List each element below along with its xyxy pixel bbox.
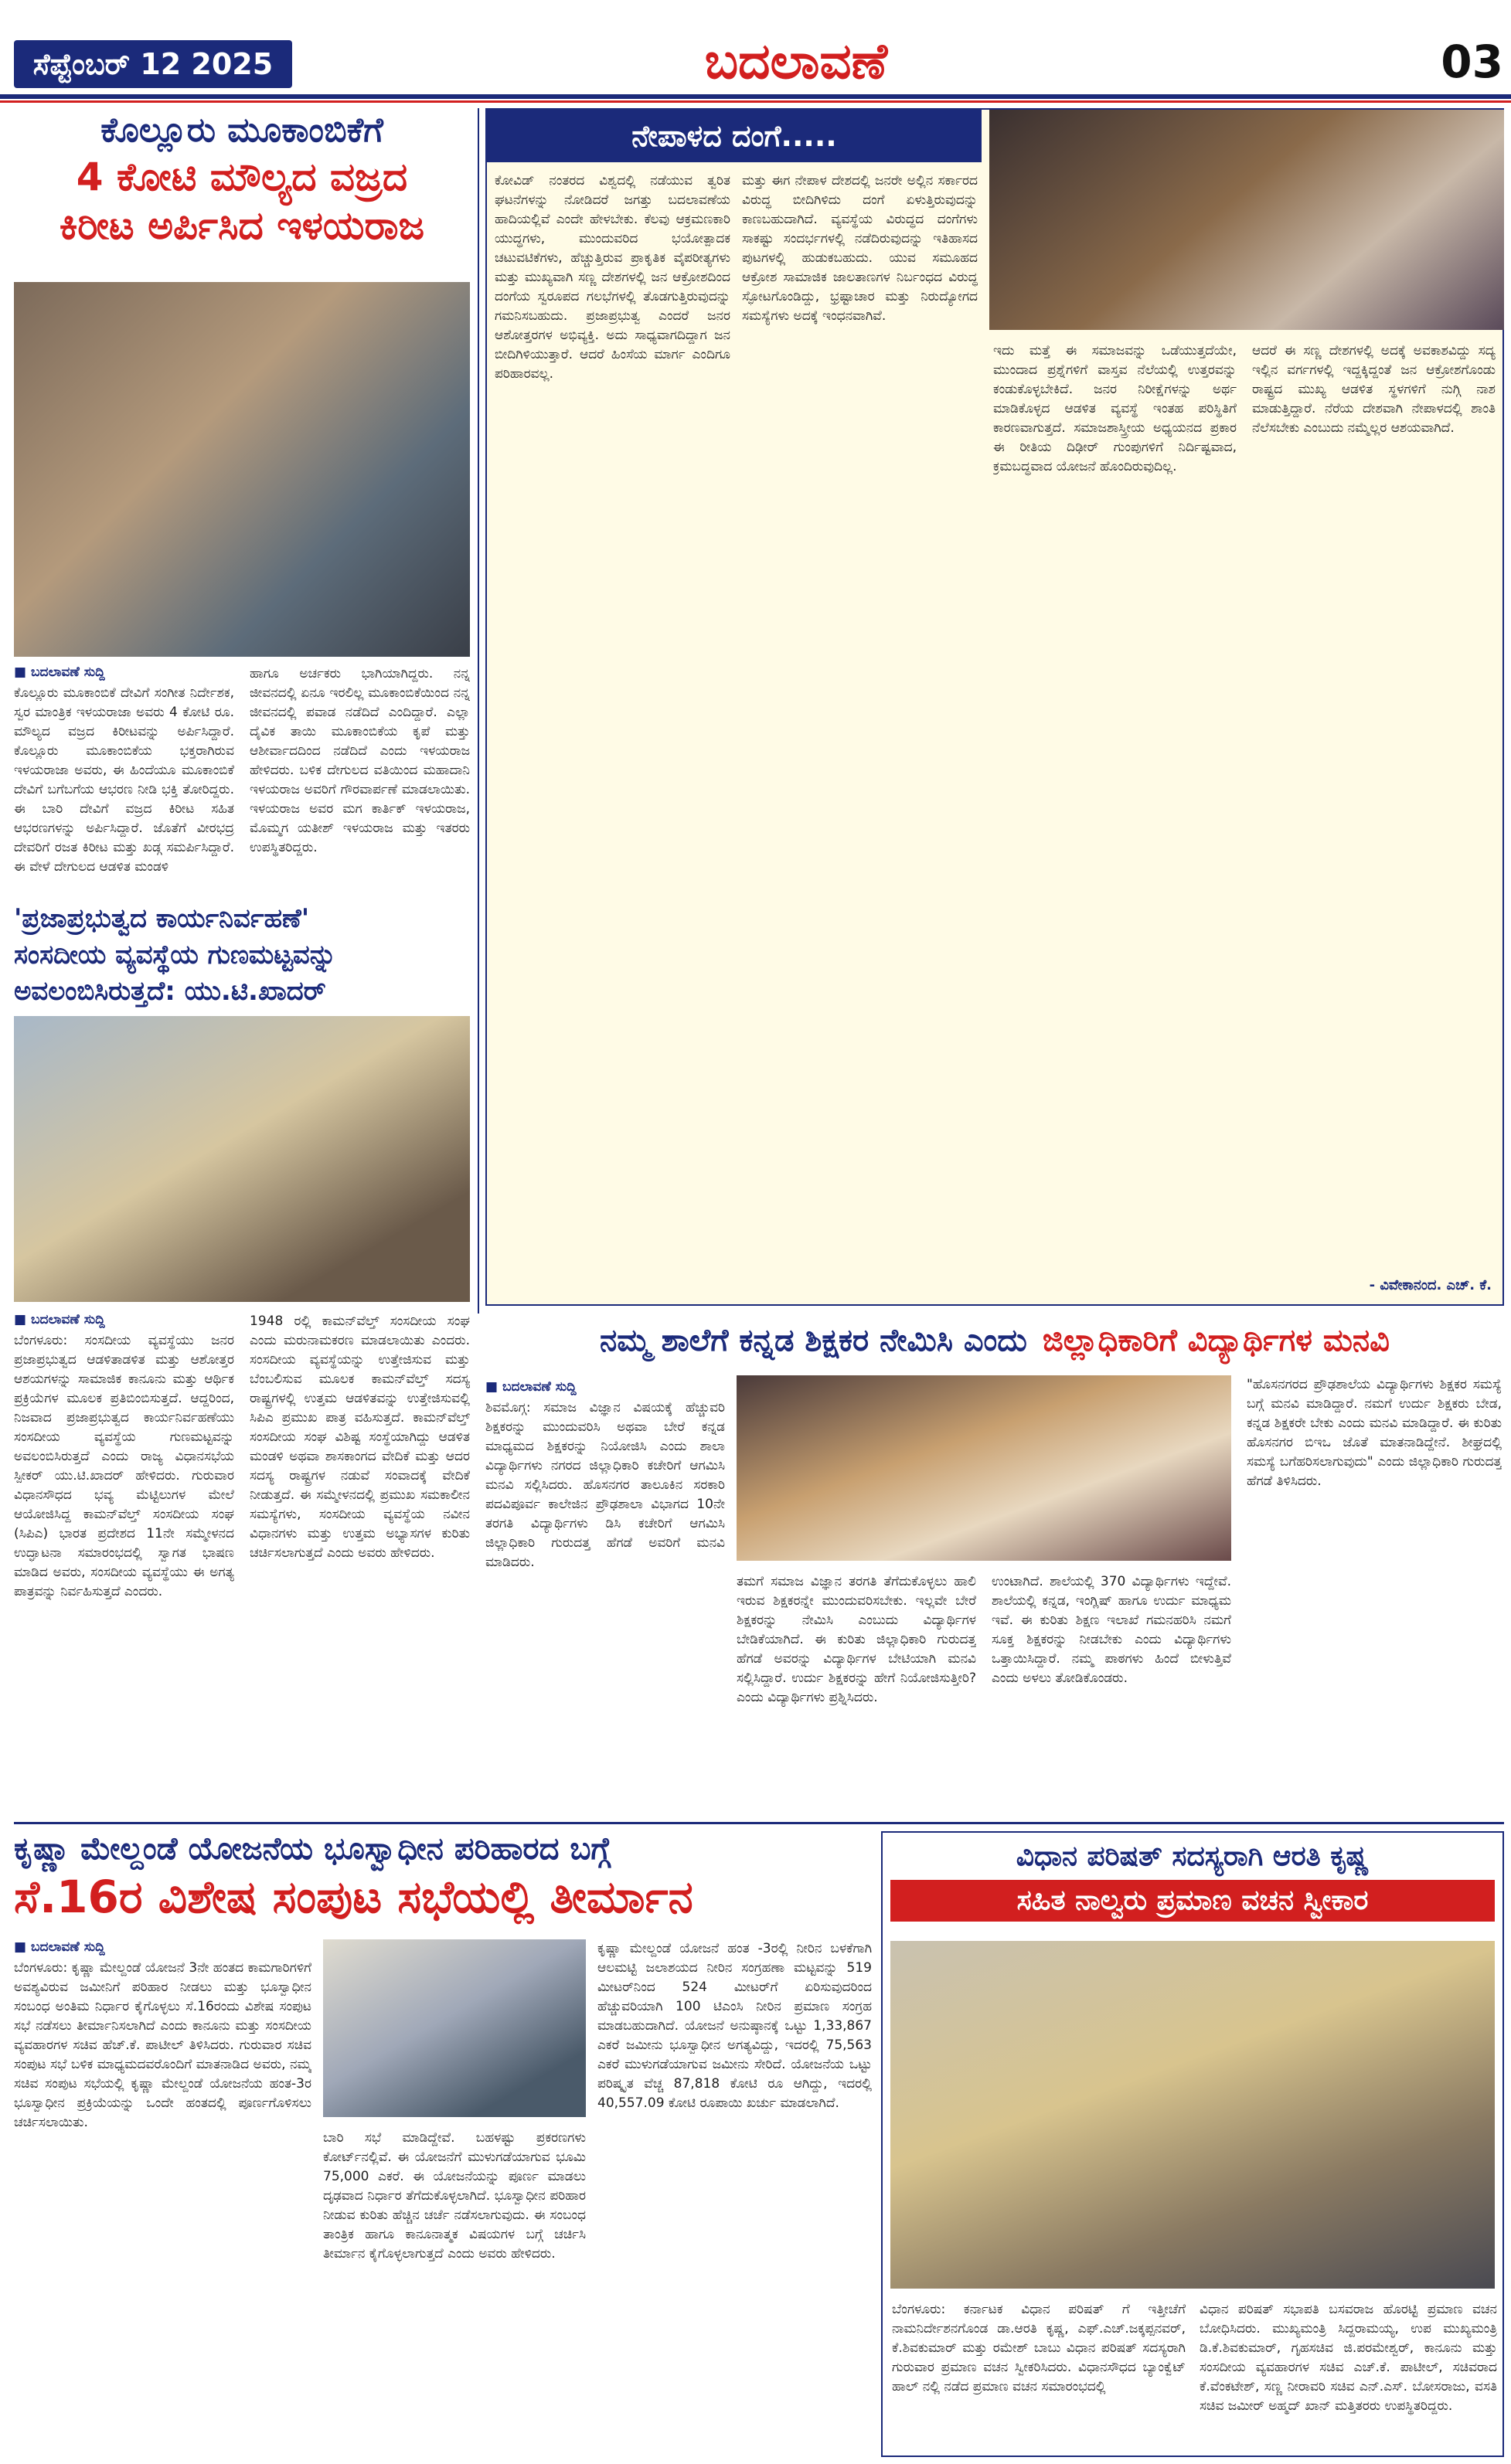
story-krishna-byline: ■ ಬದಲಾವಣೆ ಸುದ್ದಿ (14, 1939, 105, 1955)
masthead-date: ಸೆಪ್ಟೆಂಬರ್ 12 2025 (14, 40, 292, 88)
story-kollur-col1: ಕೊಲ್ಲೂರು ಮೂಕಾಂಬಿಕೆ ದೇವಿಗೆ ಸಂಗೀತ ನಿರ್ದೇಶಕ, ಸ್ವರ ಮಾಂತ್ರಿಕ ಇಳಯರಾಜಾ ಅವರು 4 ಕೋಟಿ ರೂ. ಮೌಲ್ಯದ ವಜ್ರದ ಕಿರೀಟವನ್ನು ಅರ್ಪಿಸಿದ್ದಾರೆ. ಕೊಲ್ಲೂರು ಮೂಕಾಂಬಿಕೆಯ ಭಕ್ತರಾಗಿರುವ ಇಳಯರಾಜಾ ಅವರು, ಈ ಹಿಂದೆಯೂ ಮೂಕಾಂಬಿಕೆ ದೇವಿಗೆ ಬಗೆಬಗೆಯ ಆಭರಣ ನೀಡಿ ಭಕ್ತಿ ತೋರಿದ್ದರು. ಈ ಬಾರಿ ದೇವಿಗೆ ವಜ್ರದ ಕಿರೀಟ ಸಹಿತ ಆಭರಣಗಳನ್ನು ಅರ್ಪಿಸಿದ್ದಾರೆ. ಜೊತೆಗೆ ವೀರಭದ್ರ ದೇವರಿಗೆ ರಜತ ಕಿರೀಟ ಮತ್ತು ಖಡ್ಗ ಸಮರ್ಪಿಸಿದ್ದಾರೆ. ಈ ವೇಳೆ ದೇಗುಲದ ಆಡಳಿತ ಮಂಡಳಿ (14, 685, 234, 875)
story-teachers-headline (485, 1314, 1504, 1368)
story-krishna-col3: ಕೃಷ್ಣಾ ಮೇಲ್ದಂಡೆ ಯೋಜನೆ ಹಂತ -3ರಲ್ಲಿ ನೀರಿನ ಬಳಕೆಗಾಗಿ ಆಲಮಟ್ಟಿ ಜಲಾಶಯದ ನೀರಿನ ಸಂಗ್ರಹಣಾ ಮಟ್ಟವನ್ನು 519 ಮೀಟರ್‌ನಿಂದ 524 ಮೀಟರ್‌ಗೆ ಏರಿಸುವುದರಿಂದ ಹೆಚ್ಚುವರಿಯಾಗಿ 100 ಟಿಎಂಸಿ ನೀರಿನ ಪ್ರಮಾಣ ಸಂಗ್ರಹ ಮಾಡಬಹುದಾಗಿದೆ. ಯೋಜನೆ ಅನುಷ್ಠಾನಕ್ಕೆ ಒಟ್ಟು 1,33,867 ಎಕರೆ ಜಮೀನು ಭೂಸ್ವಾಧೀನ ಅಗತ್ಯವಿದ್ದು, ಇದರಲ್ಲಿ 75,563 ಎಕರೆ ಮುಳುಗಡೆಯಾಗುವ ಜಮೀನು ಸೇರಿದೆ. ಯೋಜನೆಯ ಒಟ್ಟು ಪರಿಷ್ಕೃತ ವೆಚ್ಚ 87,818 ಕೋಟಿ ರೂ ಆಗಿದ್ದು, ಇದರಲ್ಲಿ 40,557.09 ಕೋಟಿ ರೂಪಾಯಿ ಖರ್ಚು ಮಾಡಲಾಗಿದೆ. (597, 1941, 872, 2111)
story-nepal-section-title: ನೇಪಾಳದ ದಂಗೆ..... (487, 110, 982, 162)
masthead-logo: ಬದಲಾವಣೆ (704, 32, 888, 90)
story-kollur-headline-l3: ಕಿರೀಟ ಅರ್ಪಿಸಿದ ಇಳಯರಾಜ (59, 203, 425, 249)
story-teachers-photo (737, 1375, 1231, 1561)
story-kollur-headline-l2: 4 ಕೋಟಿ ಮೌಲ್ಯದ ವಜ್ರದ (76, 154, 408, 199)
story-khader (14, 904, 470, 1816)
story-kollur (14, 108, 470, 892)
story-khader-headline-l1: 'ಪ್ರಜಾಪ್ರಭುತ್ವದ ಕಾರ್ಯನಿರ್ವಹಣೆ' (14, 903, 310, 934)
masthead-rule-red (0, 100, 1511, 103)
story-kollur-headline-l1: ಕೊಲ್ಲೂರು ಮೂಕಾಂಬಿಕೆಗೆ (100, 110, 383, 150)
story-kollur-byline: ■ ಬದಲಾವಣೆ ಸುದ್ದಿ (14, 664, 105, 680)
story-council-headline-l2: ಸಹಿತ ನಾಲ್ವರು ಪ್ರಮಾಣ ವಚನ ಸ್ವೀಕಾರ (890, 1880, 1495, 1921)
story-teachers-col3: ಉಂಟಾಗಿದೆ. ಶಾಲೆಯಲ್ಲಿ 370 ವಿದ್ಯಾರ್ಥಿಗಳು ಇದ್ದೇವೆ. ಶಾಲೆಯಲ್ಲಿ ಕನ್ನಡ, ಇಂಗ್ಲಿಷ್ ಹಾಗೂ ಉರ್ದು ಮಾಧ್ಯಮ ಇವೆ. ಈ ಕುರಿತು ಶಿಕ್ಷಣ ಇಲಾಖೆ ಗಮನಹರಿಸಿ ನಮಗೆ ಸೂಕ್ತ ಶಿಕ್ಷಕರನ್ನು ನೀಡಬೇಕು ಎಂದು ವಿದ್ಯಾರ್ಥಿಗಳು ಒತ್ತಾಯಿಸಿದ್ದಾರೆ. ನಮ್ಮ ಪಾಠಗಳು ಹಿಂದೆ ಬೀಳುತ್ತಿವೆ ಎಂದು ಅಳಲು ತೋಡಿಕೊಂಡರು. (992, 1574, 1231, 1686)
story-nepal-author: - ವಿವೇಕಾನಂದ. ಎಚ್. ಕೆ. (1369, 1277, 1492, 1293)
story-council-photo (890, 1941, 1495, 2289)
page-number: 03 (1441, 36, 1503, 88)
masthead-rule (0, 94, 1511, 99)
story-council-col2: ವಿಧಾನ ಪರಿಷತ್ ಸಭಾಪತಿ ಬಸವರಾಜ ಹೊರಟ್ಟಿ ಪ್ರಮಾಣ ವಚನ ಬೋಧಿಸಿದರು. ಮುಖ್ಯಮಂತ್ರಿ ಸಿದ್ದರಾಮಯ್ಯ, ಉಪ ಮುಖ್ಯಮಂತ್ರಿ ಡಿ.ಕೆ.ಶಿವಕುಮಾರ್, ಗೃಹಸಚಿವ ಜಿ.ಪರಮೇಶ್ವರ್, ಕಾನೂನು ಮತ್ತು ಸಂಸದೀಯ ವ್ಯವಹಾರಗಳ ಸಚಿವ ಎಚ್.ಕೆ. ಪಾಟೀಲ್, ಸಚಿವರಾದ ಕೆ.ವೆಂಕಟೇಶ್, ಸಣ್ಣ ನೀರಾವರಿ ಸಚಿವ ಎನ್.ಎಸ್. ಬೋಸರಾಜು, ವಸತಿ ಸಚಿವ ಜಮೀರ್ ಅಹ್ಮದ್ ಖಾನ್ ಮತ್ತಿತರರು ಉಪಸ್ಥಿತರಿದ್ದರು. (1200, 2302, 1497, 2414)
story-khader-col1: ಬೆಂಗಳೂರು: ಸಂಸದೀಯ ವ್ಯವಸ್ಥೆಯು ಜನರ ಪ್ರಜಾಪ್ರಭುತ್ವದ ಆಡಳಿತಾಡಳಿತ ಮತ್ತು ಆಶೋತ್ತರ ಆಶಯಗಳನ್ನು ಸಾಮಾಜಿಕ ಕಾನೂನು ಮತ್ತು ಆರ್ಥಿಕ ಪ್ರಕ್ರಿಯೆಗಳ ಮೂಲಕ ಪ್ರತಿಬಿಂಬಿಸುತ್ತದೆ. ಆದ್ದರಿಂದ, ನಿಜವಾದ ಪ್ರಜಾಪ್ರಭುತ್ವದ ಕಾರ್ಯನಿರ್ವಹಣೆಯು ಸಂಸದೀಯ ವ್ಯವಸ್ಥೆಯ ಗುಣಮಟ್ಟವನ್ನು ಅವಲಂಬಿಸಿರುತ್ತದೆ ಎಂದು ರಾಜ್ಯ ವಿಧಾನಸಭೆಯ ಸ್ಪೀಕರ್ ಯು.ಟಿ.ಖಾದರ್ ಹೇಳಿದರು. ಗುರುವಾರ ವಿಧಾನಸೌಧದ ಭವ್ಯ ಮೆಟ್ಟಿಲುಗಳ ಮೇಲೆ ಆಯೋಜಿಸಿದ್ದ ಕಾಮನ್‌ವೆಲ್ತ್ ಸಂಸದೀಯ ಸಂಘ (ಸಿಪಿಎ) ಭಾರತ ಪ್ರದೇಶದ 11ನೇ ಸಮ್ಮೇಳನದ ಉದ್ಘಾಟನಾ ಸಮಾರಂಭದಲ್ಲಿ ಸ್ವಾಗತ ಭಾಷಣ ಮಾಡಿದ ಅವರು, ಸಂಸದೀಯ ವ್ಯವಸ್ಥೆಯು ಈ ಅಗತ್ಯ ಪಾತ್ರವನ್ನು ನಿರ್ವಹಿಸುತ್ತದೆ ಎಂದರು. (14, 1333, 234, 1599)
story-council-headline-l1: ವಿಧಾನ ಪರಿಷತ್ ಸದಸ್ಯರಾಗಿ ಆರತಿ ಕೃಷ್ಣ (1016, 1840, 1370, 1872)
story-kollur-col2: ಹಾಗೂ ಅರ್ಚಕರು ಭಾಗಿಯಾಗಿದ್ದರು. ನನ್ನ ಜೀವನದಲ್ಲಿ ಏನೂ ಇರಲಿಲ್ಲ ಮೂಕಾಂಬಿಕೆಯಿಂದ ನನ್ನ ಜೀವನದಲ್ಲಿ ಪವಾಡ ನಡೆದಿದೆ ಎಂದಿದ್ದಾರೆ. ಎಲ್ಲಾ ದೈವಿಕ ತಾಯಿ ಮೂಕಾಂಬಿಕೆಯ ಕೃಪೆ ಮತ್ತು ಆಶೀರ್ವಾದದಿಂದ ನಡೆದಿದೆ ಎಂದು ಇಳಯರಾಜ ಹೇಳಿದರು. ಬಳಿಕ ದೇಗುಲದ ವತಿಯಿಂದ ಮಹಾದಾನಿ ಇಳಯರಾಜ ಅವರಿಗೆ ಗೌರವಾರ್ಪಣೆ ಮಾಡಲಾಯಿತು. ಇಳಯರಾಜ ಅವರ ಮಗ ಕಾರ್ತಿಕ್ ಇಳಯರಾಜ, ಮೊಮ್ಮಗ ಯತೀಶ್ ಇಳಯರಾಜ ಮತ್ತು ಇತರರು ಉಪಸ್ಥಿತರಿದ್ದರು. (250, 666, 470, 855)
story-krishna-photo (323, 1939, 586, 2117)
story-nepal-photo (989, 110, 1504, 330)
story-khader-headline-l2: ಸಂಸದೀಯ ವ್ಯವಸ್ಥೆಯ ಗುಣಮಟ್ಟವನ್ನು (14, 940, 337, 971)
column-divider (478, 108, 479, 1314)
story-khader-headline-l3: ಅವಲಂಬಿಸಿರುತ್ತದೆ: ಯು.ಟಿ.ಖಾದರ್ (14, 976, 326, 1008)
section-divider (14, 1822, 1504, 1824)
story-khader-photo (14, 1016, 470, 1302)
story-teachers-col2: ತಮಗೆ ಸಮಾಜ ವಿಜ್ಞಾನ ತರಗತಿ ತೆಗೆದುಕೊಳ್ಳಲು ಹಾಲಿ ಇರುವ ಶಿಕ್ಷಕರನ್ನೇ ಮುಂದುವರಿಸಬೇಕು. ಇಲ್ಲವೇ ಬೇರೆ ಶಿಕ್ಷಕರನ್ನು ನೇಮಿಸಿ ಎಂಬುದು ವಿದ್ಯಾರ್ಥಿಗಳ ಬೇಡಿಕೆಯಾಗಿದೆ. ಈ ಕುರಿತು ಜಿಲ್ಲಾಧಿಕಾರಿ ಗುರುದತ್ತ ಹೆಗಡೆ ಅವರನ್ನು ವಿದ್ಯಾರ್ಥಿಗಳ ಬೇಟಿಯಾಗಿ ಮನವಿ ಸಲ್ಲಿಸಿದ್ದಾರೆ. ಉರ್ದು ಶಿಕ್ಷಕರನ್ನು ಹೇಗೆ ನಿಯೋಜಿಸುತ್ತೀರಿ? ಎಂದು ವಿದ್ಯಾರ್ಥಿಗಳು ಪ್ರಶ್ನಿಸಿದರು. (737, 1574, 976, 1705)
story-khader-byline: ■ ಬದಲಾವಣೆ ಸುದ್ದಿ (14, 1312, 105, 1327)
story-nepal-col3: ಇದು ಮತ್ತೆ ಈ ಸಮಾಜವನ್ನು ಒಡೆಯುತ್ತದೆಯೇ, ಮುಂದಾದ ಪ್ರಶ್ನೆಗಳಿಗೆ ವಾಸ್ತವ ನೆಲೆಯಲ್ಲಿ ಉತ್ತರವನ್ನು ಕಂಡುಕೊಳ್ಳಬೇಕಿದೆ. ಜನರ ನಿರೀಕ್ಷೆಗಳನ್ನು ಅರ್ಥ ಮಾಡಿಕೊಳ್ಳದ ಆಡಳಿತ ವ್ಯವಸ್ಥೆ ಇಂತಹ ಪರಿಸ್ಥಿತಿಗೆ ಕಾರಣವಾಗುತ್ತದೆ. ಸಮಾಜಶಾಸ್ತ್ರೀಯ ಅಧ್ಯಯನದ ಪ್ರಕಾರ ಈ ರೀತಿಯ ದಿಢೀರ್ ಗುಂಪುಗಳಿಗೆ ನಿರ್ದಿಷ್ಟವಾದ, ಕ್ರಮಬದ್ಧವಾದ ಯೋಜನೆ ಹೊಂದಿರುವುದಿಲ್ಲ. (993, 343, 1237, 474)
story-kollur-photo (14, 282, 470, 657)
story-khader-col2: 1948 ರಲ್ಲಿ ಕಾಮನ್‌ವೆಲ್ತ್ ಸಂಸದೀಯ ಸಂಘ ಎಂದು ಮರುನಾಮಕರಣ ಮಾಡಲಾಯಿತು ಎಂದರು. ಸಂಸದೀಯ ವ್ಯವಸ್ಥೆಯನ್ನು ಉತ್ತೇಜಿಸುವ ಮತ್ತು ಬೆಂಬಲಿಸುವ ಮೂಲಕ ಕಾಮನ್‌ವೆಲ್ತ್ ಸದಸ್ಯ ರಾಷ್ಟ್ರಗಳಲ್ಲಿ ಉತ್ತಮ ಆಡಳಿತವನ್ನು ಉತ್ತೇಜಿಸುವಲ್ಲಿ ಸಿಪಿಎ ಪ್ರಮುಖ ಪಾತ್ರ ವಹಿಸುತ್ತದೆ. ಕಾಮನ್‌ವೆಲ್ತ್ ಸಂಸದೀಯ ಸಂಘ ವಿಶಿಷ್ಟ ಸಂಸ್ಥೆಯಾಗಿದ್ದು ಆಡಳಿತ ಮಂಡಳಿ ಅಥವಾ ಶಾಸಕಾಂಗದ ವೇದಿಕೆ ಮತ್ತು ಆದರ ಸದಸ್ಯ ರಾಷ್ಟ್ರಗಳ ನಡುವೆ ಸಂವಾದಕ್ಕೆ ವೇದಿಕೆ ನೀಡುತ್ತದೆ. ಈ ಸಮ್ಮೇಳನದಲ್ಲಿ ಪ್ರಮುಖ ಸಮಕಾಲೀನ ಸಮಸ್ಯೆಗಳು, ಸಂಸದೀಯ ವ್ಯವಸ್ಥೆಯ ನವೀನ ವಿಧಾನಗಳು ಮತ್ತು ಉತ್ತಮ ಅಭ್ಯಾಸಗಳ ಕುರಿತು ಚರ್ಚಿಸಲಾಗುತ್ತದೆ ಎಂದು ಅವರು ಹೇಳಿದರು. (250, 1314, 470, 1561)
story-krishna-col1: ಬೆಂಗಳೂರು: ಕೃಷ್ಣಾ ಮೇಲ್ದಂಡೆ ಯೋಜನೆ 3ನೇ ಹಂತದ ಕಾಮಗಾರಿಗಳಿಗೆ ಅವಶ್ಯವಿರುವ ಜಮೀನಿಗೆ ಪರಿಹಾರ ನೀಡಲು ಮತ್ತು ಭೂಸ್ವಾಧೀನ ಸಂಬಂಧ ಅಂತಿಮ ನಿರ್ಧಾರ ಕೈಗೊಳ್ಳಲು ಸೆ.16ರಂದು ವಿಶೇಷ ಸಂಪುಟ ಸಭೆ ನಡೆಸಲು ತೀರ್ಮಾನಿಸಲಾಗಿದೆ ಎಂದು ಕಾನೂನು ಮತ್ತು ಸಂಸದೀಯ ವ್ಯವಹಾರಗಳ ಸಚಿವ ಹೆಚ್.ಕೆ. ಪಾಟೀಲ್ ತಿಳಿಸಿದರು. ಗುರುವಾರ ಸಚಿವ ಸಂಪುಟ ಸಭೆ ಬಳಿಕ ಮಾಧ್ಯಮದವರೊಂದಿಗೆ ಮಾತನಾಡಿದ ಅವರು, ನಮ್ಮ ಸಚಿವ ಸಂಪುಟ ಸಭೆಯಲ್ಲಿ ಕೃಷ್ಣಾ ಮೇಲ್ದಂಡೆ ಯೋಜನೆಯ ಹಂತ-3ರ ಭೂಸ್ವಾಧೀನ ಪ್ರಕ್ರಿಯೆಯನ್ನು ಒಂದೇ ಹಂತದಲ್ಲಿ ಪೂರ್ಣಗೊಳಿಸಲು ಚರ್ಚಿಸಲಾಯಿತು. (14, 1960, 311, 2130)
story-teachers (485, 1314, 1504, 1808)
story-krishna (14, 1831, 872, 2457)
story-teachers-byline: ■ ಬದಲಾವಣೆ ಸುದ್ದಿ (485, 1379, 577, 1395)
story-teachers-col4: "ಹೊಸನಗರದ ಪ್ರೌಢಶಾಲೆಯ ವಿದ್ಯಾರ್ಥಿಗಳು ಶಿಕ್ಷಕರ ಸಮಸ್ಯೆ ಬಗ್ಗೆ ಮನವಿ ಮಾಡಿದ್ದಾರೆ. ನಮಗೆ ಉರ್ದು ಶಿಕ್ಷಕರು ಬೇಡ, ಕನ್ನಡ ಶಿಕ್ಷಕರೇ ಬೇಕು ಎಂದು ಮನವಿ ಮಾಡಿದ್ದಾರೆ. ಈ ಕುರಿತು ಹೊಸನಗರ ಬಿಇಒ ಜೊತೆ ಮಾತನಾಡಿದ್ದೇನೆ. ಶೀಘ್ರದಲ್ಲಿ ಸಮಸ್ಯೆ ಬಗೆಹರಿಸಲಾಗುವುದು" ಎಂದು ಜಿಲ್ಲಾಧಿಕಾರಿ ಗುರುದತ್ತ ಹೆಗಡೆ ತಿಳಿಸಿದರು. (1247, 1377, 1502, 1489)
story-teachers-col1: ಶಿವಮೊಗ್ಗ: ಸಮಾಜ ವಿಜ್ಞಾನ ವಿಷಯಕ್ಕೆ ಹೆಚ್ಚುವರಿ ಶಿಕ್ಷಕರನ್ನು ಮುಂದುವರಿಸಿ ಅಥವಾ ಬೇರೆ ಕನ್ನಡ ಮಾಧ್ಯಮದ ಶಿಕ್ಷಕರನ್ನು ನಿಯೋಜಿಸಿ ಎಂದು ಶಾಲಾ ವಿದ್ಯಾರ್ಥಿಗಳು ನಗರದ ಜಿಲ್ಲಾಧಿಕಾರಿ ಕಚೇರಿಗೆ ಆಗಮಿಸಿ ಮನವಿ ಸಲ್ಲಿಸಿದರು. ಹೊಸನಗರ ತಾಲೂಕಿನ ಸರಕಾರಿ ಪದವಿಪೂರ್ವ ಕಾಲೇಜಿನ ಪ್ರೌಢಶಾಲಾ ವಿಭಾಗದ 10ನೇ ತರಗತಿ ವಿದ್ಯಾರ್ಥಿಗಳು ಡಿಸಿ ಕಚೇರಿಗೆ ಆಗಮಿಸಿ ಜಿಲ್ಲಾಧಿಕಾರಿ ಗುರುದತ್ತ ಹೆಗಡೆ ಅವರಿಗೆ ಮನವಿ ಮಾಡಿದರು. (485, 1400, 725, 1570)
story-teachers-headline-a: ನಮ್ಮ ಶಾಲೆಗೆ ಕನ್ನಡ ಶಿಕ್ಷಕರ ನೇಮಿಸಿ ಎಂದು (600, 1323, 1027, 1358)
story-nepal (485, 108, 1504, 1306)
story-nepal-col2: ಮತ್ತು ಈಗ ನೇಪಾಳ ದೇಶದಲ್ಲಿ ಜನರೇ ಅಲ್ಲಿನ ಸರ್ಕಾರದ ವಿರುದ್ಧ ಬೀದಿಗಿಳಿದು ದಂಗೆ ಏಳುತ್ತಿರುವುದನ್ನು ಕಾಣಬಹುದಾಗಿದೆ. ವ್ಯವಸ್ಥೆಯ ವಿರುದ್ಧದ ದಂಗೆಗಳು ಸಾಕಷ್ಟು ಸಂದರ್ಭಗಳಲ್ಲಿ ನಡೆದಿರುವುದನ್ನು ಇತಿಹಾಸದ ಪುಟಗಳಲ್ಲಿ ಹುಡುಕಬಹುದು. ಯುವ ಸಮೂಹದ ಆಕ್ರೋಶ ಸಾಮಾಜಿಕ ಜಾಲತಾಣಗಳ ನಿರ್ಬಂಧದ ವಿರುದ್ಧ ಸ್ಫೋಟಗೊಂಡಿದ್ದು, ಭ್ರಷ್ಟಾಚಾರ ಮತ್ತು ನಿರುದ್ಯೋಗದ ಸಮಸ್ಯೆಗಳು ಅದಕ್ಕೆ ಇಂಧನವಾಗಿವೆ. (742, 173, 978, 324)
story-teachers-headline-b: ಜಿಲ್ಲಾಧಿಕಾರಿಗೆ ವಿದ್ಯಾರ್ಥಿಗಳ ಮನವಿ (1042, 1323, 1390, 1358)
story-krishna-col2: ಬಾರಿ ಸಭೆ ಮಾಡಿದ್ದೇವೆ. ಬಹಳಷ್ಟು ಪ್ರಕರಣಗಳು ಕೋರ್ಟ್‌ನಲ್ಲಿವೆ. ಈ ಯೋಜನೆಗೆ ಮುಳುಗಡೆಯಾಗುವ ಭೂಮಿ 75,000 ಎಕರೆ. ಈ ಯೋಜನೆಯನ್ನು ಪೂರ್ಣ ಮಾಡಲು ದೃಢವಾದ ನಿರ್ಧಾರ ತೆಗೆದುಕೊಳ್ಳಲಾಗಿದೆ. ಭೂಸ್ವಾಧೀನ ಪರಿಹಾರ ನೀಡುವ ಕುರಿತು ಹೆಚ್ಚಿನ ಚರ್ಚೆ ನಡೆಸಲಾಗುವುದು. ಈ ಸಂಬಂಧ ತಾಂತ್ರಿಕ ಹಾಗೂ ಕಾನೂನಾತ್ಮಕ ವಿಷಯಗಳ ಬಗ್ಗೆ ಚರ್ಚಿಸಿ ತೀರ್ಮಾನ ಕೈಗೊಳ್ಳಲಾಗುತ್ತದೆ ಎಂದು ಅವರು ಹೇಳಿದರು. (323, 2130, 586, 2262)
story-krishna-headline-l1: ಕೃಷ್ಣಾ ಮೇಲ್ದಂಡೆ ಯೋಜನೆಯ ಭೂಸ್ವಾಧೀನ ಪರಿಹಾರದ ಬಗ್ಗೆ (14, 1831, 611, 1867)
story-krishna-headline-l2: ಸೆ.16ರ ವಿಶೇಷ ಸಂಪುಟ ಸಭೆಯಲ್ಲಿ ತೀರ್ಮಾನ (14, 1871, 693, 1923)
story-nepal-col1: ಕೋವಿಡ್ ನಂತರದ ವಿಶ್ವದಲ್ಲಿ ನಡೆಯುವ ತ್ವರಿತ ಘಟನೆಗಳನ್ನು ನೋಡಿದರೆ ಜಗತ್ತು ಬದಲಾವಣೆಯ ಹಾದಿಯಲ್ಲಿವೆ ಎಂದೇ ಹೇಳಬೇಕು. ಕೆಲವು ಆಕ್ರಮಣಕಾರಿ ಯುದ್ಧಗಳು, ಮುಂದುವರಿದ ಭಯೋತ್ಪಾದಕ ಚಟುವಟಿಕೆಗಳು, ಹೆಚ್ಚುತ್ತಿರುವ ಪ್ರಾಕೃತಿಕ ವೈಪರೀತ್ಯಗಳು ಮತ್ತು ಮುಖ್ಯವಾಗಿ ಸಣ್ಣ ದೇಶಗಳಲ್ಲಿ ಜನ ಆಕ್ರೋಶದಿಂದ ದಂಗೆಯ ಸ್ವರೂಪದ ಗಲಭೆಗಳಲ್ಲಿ ತೊಡಗುತ್ತಿರುವುದನ್ನು ಗಮನಿಸಬಹುದು. ಪ್ರಜಾಪ್ರಭುತ್ವ ಎಂದರೆ ಜನರ ಆಶೋತ್ತರಗಳ ಅಭಿವ್ಯಕ್ತಿ. ಅದು ಸಾಧ್ಯವಾಗದಿದ್ದಾಗ ಜನ ಬೀದಿಗಿಳಿಯುತ್ತಾರೆ. ಆದರೆ ಹಿಂಸೆಯ ಮಾರ್ಗ ಎಂದಿಗೂ ಪರಿಹಾರವಲ್ಲ. (495, 173, 730, 382)
story-nepal-col4: ಆದರೆ ಈ ಸಣ್ಣ ದೇಶಗಳಲ್ಲಿ ಅದಕ್ಕೆ ಅವಕಾಶವಿದ್ದು ಸದ್ಯ ಇಲ್ಲಿನ ವರ್ಗಗಳಲ್ಲಿ ಇದ್ದಕ್ಕಿದ್ದಂತೆ ಜನ ಆಕ್ರೋಶಗೊಂಡು ರಾಷ್ಟ್ರದ ಮುಖ್ಯ ಆಡಳಿತ ಸ್ಥಳಗಳಿಗೆ ನುಗ್ಗಿ ನಾಶ ಮಾಡುತ್ತಿದ್ದಾರೆ. ನೆರೆಯ ದೇಶವಾಗಿ ನೇಪಾಳದಲ್ಲಿ ಶಾಂತಿ ನೆಲೆಸಬೇಕು ಎಂಬುದು ನಮ್ಮೆಲ್ಲರ ಆಶಯವಾಗಿದೆ. (1252, 343, 1496, 436)
story-council (881, 1831, 1504, 2457)
story-council-col1: ಬೆಂಗಳೂರು: ಕರ್ನಾಟಕ ವಿಧಾನ ಪರಿಷತ್ ಗೆ ಇತ್ತೀಚೆಗೆ ನಾಮನಿರ್ದೇಶನಗೊಂಡ ಡಾ.ಆರತಿ ಕೃಷ್ಣ, ಎಫ್.ಎಚ್.ಜಕ್ಕಪ್ಪನವರ್, ಕೆ.ಶಿವಕುಮಾರ್ ಮತ್ತು ರಮೇಶ್ ಬಾಬು ವಿಧಾನ ಪರಿಷತ್ ಸದಸ್ಯರಾಗಿ ಗುರುವಾರ ಪ್ರಮಾಣ ವಚನ ಸ್ವೀಕರಿಸಿದರು. ವಿಧಾನಸೌಧದ ಬ್ಯಾಂಕ್ವೆಟ್ ಹಾಲ್ ನಲ್ಲಿ ನಡೆದ ಪ್ರಮಾಣ ವಚನ ಸಮಾರಂಭದಲ್ಲಿ (892, 2302, 1186, 2394)
